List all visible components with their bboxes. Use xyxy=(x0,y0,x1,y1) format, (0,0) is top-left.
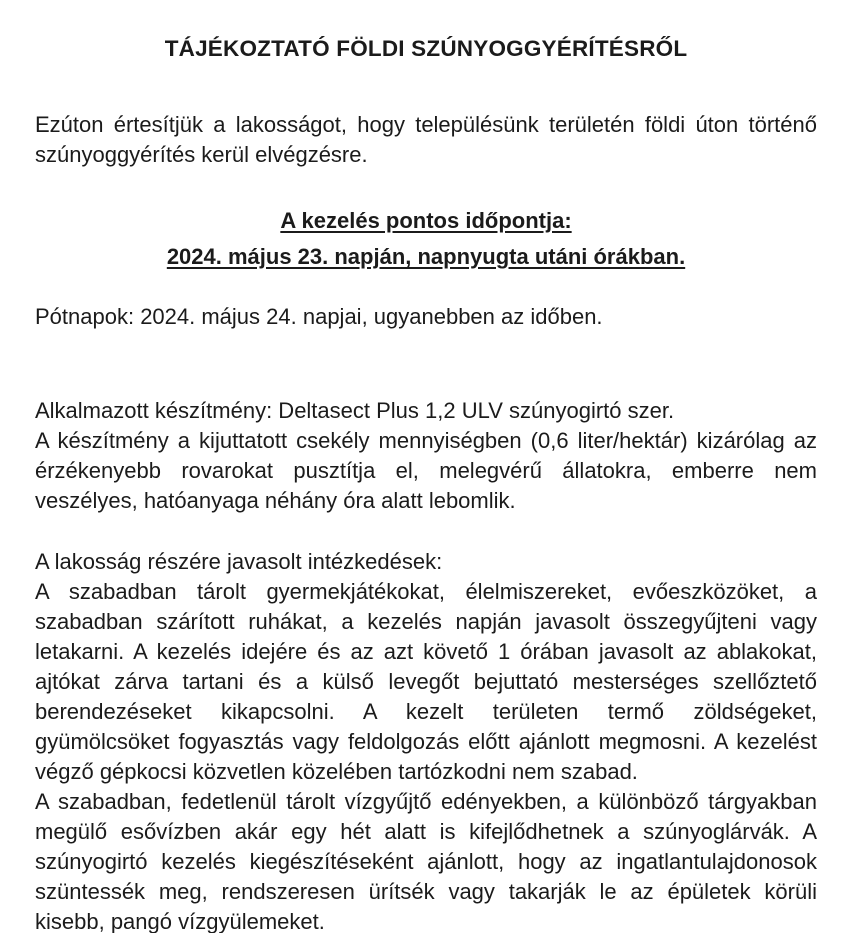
treatment-schedule-heading xyxy=(35,203,817,275)
measures-heading: A lakosság részére javasolt intézkedések: xyxy=(35,549,443,574)
document-title: TÁJÉKOZTATÓ FÖLDI SZÚNYOGGYÉRÍTÉSRŐL xyxy=(164,36,688,61)
schedule-heading-line1: A kezelés pontos időpontja: xyxy=(280,208,572,233)
backup-days-line: Pótnapok: 2024. május 24. napjai, ugyanebben az időben. xyxy=(35,304,603,329)
product-description-paragraph: A készítmény a kijuttatott csekély mennyiségben (0,6 liter/hektár) kizárólag az érzékenyebb rovarokat pusztítja el, melegvérű állatokra, emberre nem veszélyes, hatóanyaga néhány óra alatt lebomlik. xyxy=(35,428,817,513)
applied-product-line: Alkalmazott készítmény: Deltasect Plus 1,2 ULV szúnyogirtó szer. xyxy=(35,398,675,423)
measures-paragraph-2: A szabadban, fedetlenül tárolt vízgyűjtő edényekben, a különböző tárgyakban megülő esővízben akár egy hét alatt is kifejlődhetnek a szúnyoglárvák. A szúnyogirtó kezelés kiegészítéseként ajánlott, hogy az ingatlantulajdonosok szüntessék meg, rendszeresen ürítsék vagy takarják le az épületek körüli kisebb, pangó vízgyülemeket. xyxy=(35,789,817,933)
schedule-heading-line2: 2024. május 23. napján, napnyugta utáni órákban. xyxy=(166,244,686,269)
measures-paragraph-1: A szabadban tárolt gyermekjátékokat, élelmiszereket, evőeszközöket, a szabadban szárított ruhákat, a kezelés napján javasolt összegyűjteni vagy letakarni. A kezelés idejére és az azt követő 1 órában javasolt az ablakokat, ajtókat zárva tartani és a külső levegőt bejuttató mesterséges szellőztető berendezéseket kikapcsolni. A kezelt területen termő zöldségeket, gyümölcsöket fogyasztás vagy feldolgozás előtt ajánlott megmosni. A kezelést végző gépkocsi közvetlen közelében tartózkodni nem szabad. xyxy=(35,579,817,784)
intro-paragraph: Ezúton értesítjük a lakosságot, hogy településünk területén földi úton történő szúnyoggyérítés kerül elvégzésre. xyxy=(35,112,817,167)
